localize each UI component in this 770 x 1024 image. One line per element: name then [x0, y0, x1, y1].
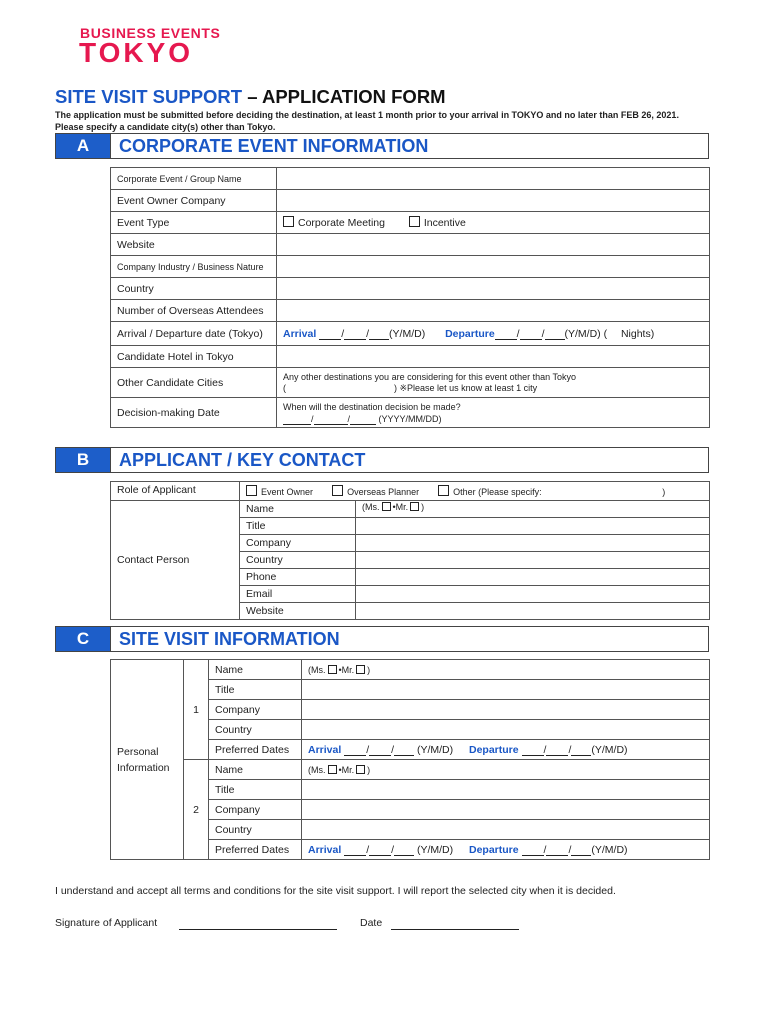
subtitle-line2: Please specify a candidate city(s) other than Tokyo.: [55, 121, 276, 132]
mr-checkbox[interactable]: [356, 665, 365, 674]
table-row: [111, 190, 710, 212]
field-label: Website: [240, 603, 356, 620]
other-cities-field[interactable]: Any other destinations you are considering for this event other than Tokyo ( ) ※Please let us know at least 1 city: [277, 368, 710, 398]
ms-checkbox[interactable]: [382, 502, 391, 511]
corporate-meeting-checkbox[interactable]: [283, 216, 294, 227]
title-part2: – APPLICATION FORM: [242, 86, 446, 107]
contact-company-field[interactable]: [356, 535, 710, 552]
overseas-planner-checkbox[interactable]: [332, 485, 343, 496]
section-b-letter: B: [56, 448, 111, 472]
decision-date-field[interactable]: When will the destination decision be made? / / (YYYY/MM/DD): [277, 398, 710, 428]
table-row: [111, 168, 710, 190]
hotel-field[interactable]: [277, 346, 710, 368]
mr-checkbox[interactable]: [410, 502, 419, 511]
section-c-title: SITE VISIT INFORMATION: [119, 628, 340, 649]
contact-name-field[interactable]: (Ms. •Mr. ): [356, 501, 710, 518]
ms-checkbox[interactable]: [328, 665, 337, 674]
row-label: Candidate Hotel in Tokyo: [111, 346, 277, 368]
field-label: Name: [209, 660, 302, 680]
contact-website-field[interactable]: [356, 603, 710, 620]
table-row: [111, 278, 710, 300]
industry-field[interactable]: [277, 256, 710, 278]
page-title: [55, 86, 446, 108]
logo-line2: TOKYO: [79, 37, 194, 68]
table-row: [111, 234, 710, 256]
field-label: Email: [240, 586, 356, 603]
field-label: Title: [209, 680, 302, 700]
incentive-checkbox[interactable]: [409, 216, 420, 227]
p2-name-field[interactable]: (Ms. •Mr. ): [302, 760, 710, 780]
country-field[interactable]: [277, 278, 710, 300]
row-label: Company Industry / Business Nature: [111, 256, 277, 278]
p2-title-field[interactable]: [302, 780, 710, 800]
mr-checkbox[interactable]: [356, 765, 365, 774]
title-part1: SITE VISIT SUPPORT: [55, 86, 243, 107]
section-a-title: CORPORATE EVENT INFORMATION: [119, 135, 429, 156]
agreement-text: I understand and accept all terms and conditions for the site visit support. I will report the selected city when it is decided.: [55, 885, 616, 897]
row-label: Arrival / Departure date (Tokyo): [111, 322, 277, 346]
group-name-field[interactable]: [277, 168, 710, 190]
arrival-label: Arrival: [283, 327, 317, 340]
table-row: [111, 501, 710, 518]
table-row: [111, 398, 710, 428]
date-label: Date: [360, 917, 383, 929]
contact-email-field[interactable]: [356, 586, 710, 603]
contact-title-field[interactable]: [356, 518, 710, 535]
table-row: [111, 212, 710, 234]
arrival-departure-field[interactable]: Arrival / / (Y/M/D) Departure / / (Y/M/D) ( Nights): [277, 322, 710, 346]
field-label: Company: [240, 535, 356, 552]
corporate-meeting-label: Corporate Meeting: [298, 217, 385, 229]
signature-line[interactable]: [179, 929, 337, 930]
contact-country-field[interactable]: [356, 552, 710, 569]
p1-company-field[interactable]: [302, 700, 710, 720]
incentive-label: Incentive: [423, 217, 466, 229]
subtitle-line1: The application must be submitted before deciding the destination, at least 1 month prior to your arrival in TOKYO and no later than FEB 26, 2021.: [55, 110, 679, 120]
decision-note: When will the destination decision be made?: [283, 401, 461, 412]
field-label: Title: [209, 780, 302, 800]
p1-title-field[interactable]: [302, 680, 710, 700]
section-c-table: [110, 659, 710, 860]
table-row: [111, 300, 710, 322]
role-label: Role of Applicant: [111, 482, 240, 501]
section-a-header: [55, 133, 709, 159]
section-b-header: [55, 447, 709, 473]
row-label: Event Owner Company: [111, 190, 277, 212]
ms-checkbox[interactable]: [328, 765, 337, 774]
section-b-title: APPLICANT / KEY CONTACT: [119, 449, 366, 470]
row-label: Website: [111, 234, 277, 256]
field-label: Country: [209, 720, 302, 740]
contact-person-label: Contact Person: [111, 501, 240, 620]
table-row: [111, 660, 710, 680]
field-label: Name: [209, 760, 302, 780]
field-label: Phone: [240, 569, 356, 586]
p1-country-field[interactable]: [302, 720, 710, 740]
contact-phone-field[interactable]: [356, 569, 710, 586]
subtitle: [55, 110, 679, 133]
row-label: Other Candidate Cities: [111, 368, 277, 398]
event-owner-checkbox[interactable]: [246, 485, 257, 496]
field-label: Country: [240, 552, 356, 569]
departure-label: Departure: [445, 327, 495, 340]
field-label: Name: [240, 501, 356, 518]
section-c-letter: C: [56, 627, 111, 651]
table-row: [111, 760, 710, 780]
personal-info-label: Personal Information: [111, 660, 184, 860]
p2-company-field[interactable]: [302, 800, 710, 820]
field-label: Preferred Dates: [209, 840, 302, 860]
field-label: Company: [209, 700, 302, 720]
row-label: Corporate Event / Group Name: [111, 168, 277, 190]
p1-name-field[interactable]: (Ms. •Mr. ): [302, 660, 710, 680]
person-number-1: 1: [184, 660, 209, 760]
p2-country-field[interactable]: [302, 820, 710, 840]
ymd-nights-label: (Y/M/D) (: [564, 327, 608, 340]
attendees-field[interactable]: [277, 300, 710, 322]
p1-dates-field[interactable]: Arrival / / (Y/M/D) Departure / / (Y/M/D): [302, 740, 710, 760]
signature-label: Signature of Applicant: [55, 917, 158, 929]
website-field[interactable]: [277, 234, 710, 256]
p2-dates-field[interactable]: Arrival / / (Y/M/D) Departure / / (Y/M/D): [302, 840, 710, 860]
event-type-options: [277, 212, 710, 234]
role-options: Event Owner Overseas Planner Other (Please specify: ): [240, 482, 710, 501]
row-label: Number of Overseas Attendees: [111, 300, 277, 322]
field-label: Preferred Dates: [209, 740, 302, 760]
table-row: [111, 256, 710, 278]
person-number-2: 2: [184, 760, 209, 860]
field-label: Title: [240, 518, 356, 535]
section-a-table: [110, 167, 710, 428]
table-row: [111, 368, 710, 398]
row-label: Country: [111, 278, 277, 300]
section-a-letter: A: [56, 134, 111, 158]
ymd-label: (Y/M/D): [389, 327, 426, 340]
logo-line1: BUSINESS EVENTS: [80, 25, 221, 41]
nights-label: Nights): [620, 327, 655, 340]
section-c-header: [55, 626, 709, 652]
row-label: Decision-making Date: [111, 398, 277, 428]
table-row: [111, 346, 710, 368]
table-row: [111, 482, 710, 501]
section-b-table: [110, 481, 710, 620]
field-label: Country: [209, 820, 302, 840]
field-label: Company: [209, 800, 302, 820]
row-label: Event Type: [111, 212, 277, 234]
date-line[interactable]: [391, 929, 519, 930]
other-cities-note: Any other destinations you are considering for this event other than Tokyo: [283, 371, 577, 382]
event-owner-field[interactable]: [277, 190, 710, 212]
other-role-checkbox[interactable]: [438, 485, 449, 496]
table-row: [111, 322, 710, 346]
